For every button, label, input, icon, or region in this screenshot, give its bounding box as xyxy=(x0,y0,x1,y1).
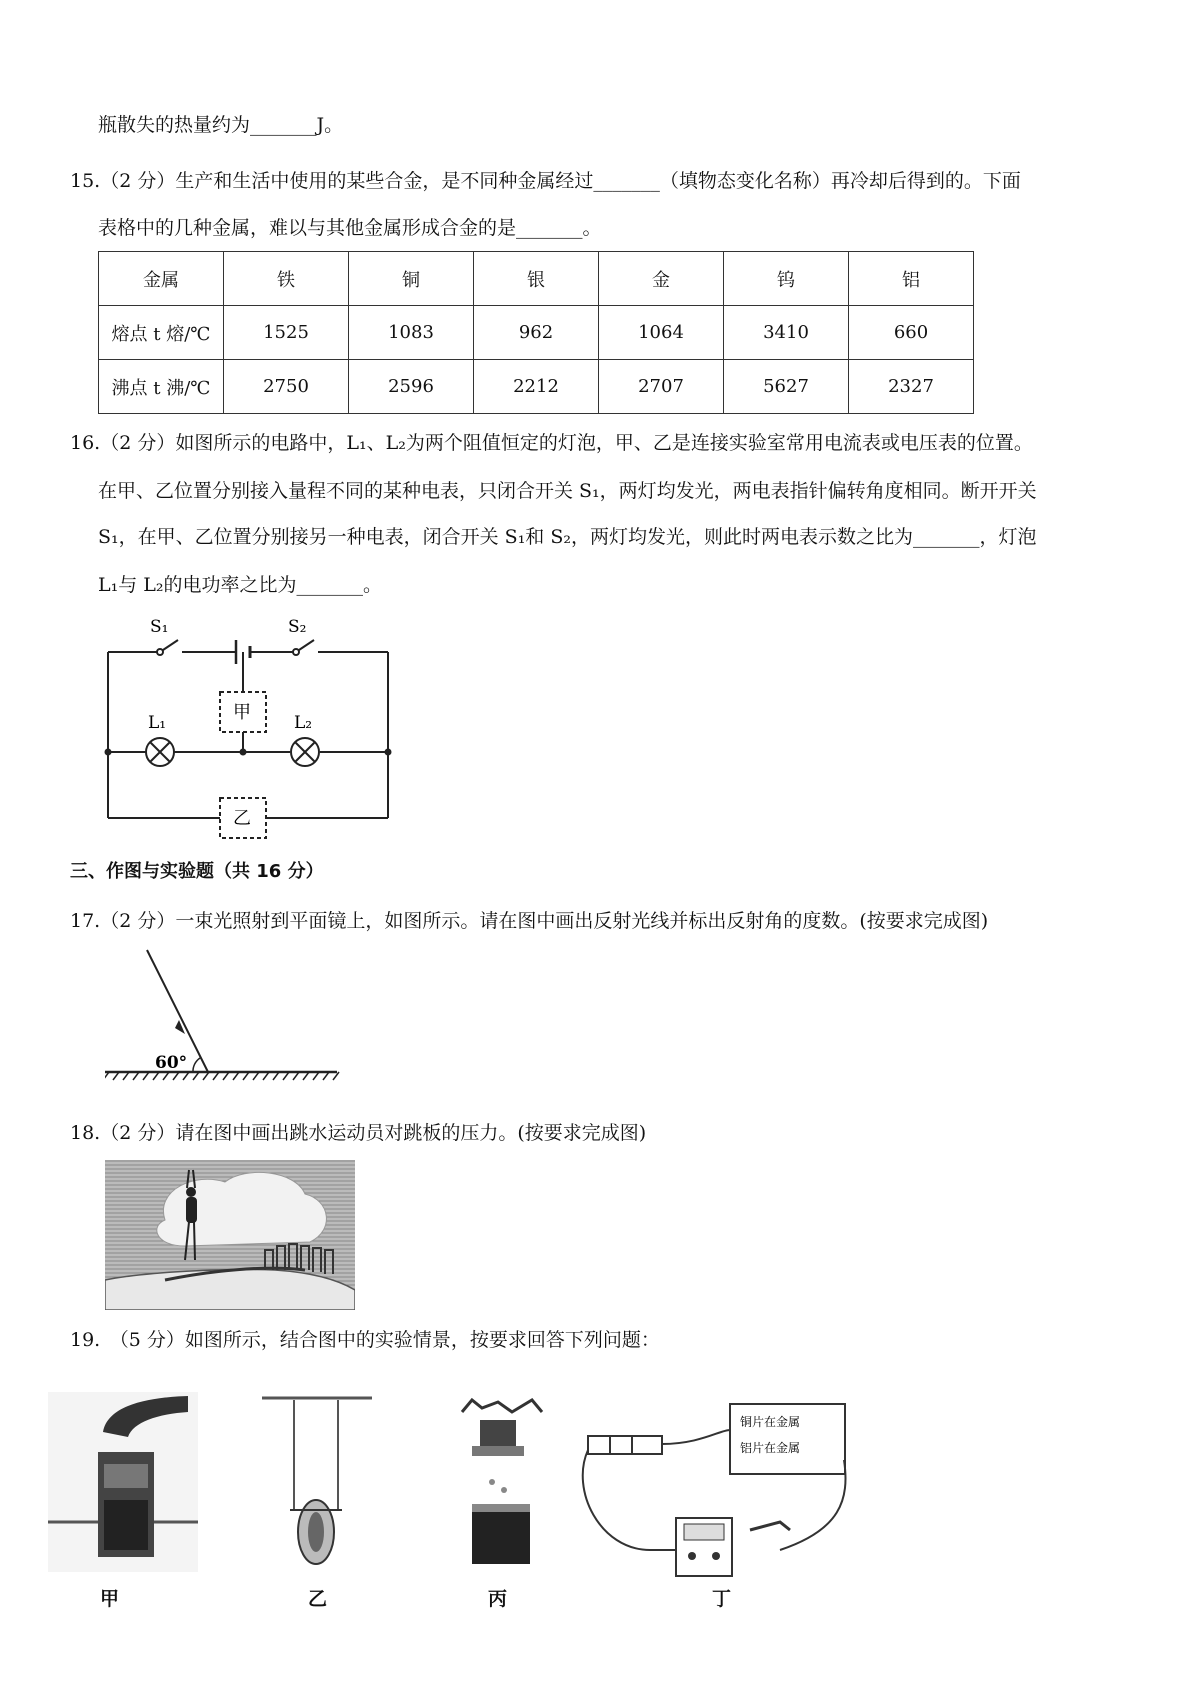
experiment-label-jia: 甲 xyxy=(100,1588,120,1610)
table-row xyxy=(99,306,974,360)
metals-table xyxy=(98,251,974,414)
q19-text: 19. （5 分）如图所示，结合图中的实验情景，按要求回答下列问题： xyxy=(70,1329,660,1351)
q15-line-2: 表格中的几种金属，难以与其他金属形成合金的是_______。 xyxy=(98,217,602,239)
table-cell: 金 xyxy=(599,252,724,306)
table-cell: 2750 xyxy=(224,360,349,414)
q17-text: 17.（2 分）一束光照射到平面镜上，如图所示。请在图中画出反射光线并标出反射角的度数。(按要求完成图) xyxy=(70,910,989,932)
experiment-label-yi: 乙 xyxy=(308,1588,328,1610)
table-cell: 2707 xyxy=(599,360,724,414)
table-cell: 2212 xyxy=(474,360,599,414)
q16-line-3: S₁，在甲、乙位置分别接另一种电表，闭合开关 S₁和 S₂，两灯均发光，则此时两电表示数之比为_______，灯泡 xyxy=(98,526,1037,548)
experiment-yi-picture xyxy=(262,1392,372,1572)
table-cell: 熔点 t 熔/℃ xyxy=(99,306,224,360)
table-row xyxy=(99,360,974,414)
section-3-title: 三、作图与实验题（共 16 分） xyxy=(70,861,324,882)
q16-line-4: L₁与 L₂的电功率之比为_______。 xyxy=(98,574,383,596)
q15-line-1: 15.（2 分）生产和生活中使用的某些合金，是不同种金属经过_______（填物态变化名称）再冷却后得到的。下面 xyxy=(70,170,1021,192)
table-cell: 铝 xyxy=(849,252,974,306)
table-cell: 1525 xyxy=(224,306,349,360)
ding-panel-text-2: 铝片在金属 xyxy=(740,1441,801,1455)
q16-line-1: 16.（2 分）如图所示的电路中，L₁、L₂为两个阻值恒定的灯泡，甲、乙是连接实验室常用电流表或电压表的位置。 xyxy=(70,432,1033,454)
circuit-diagram xyxy=(98,610,398,840)
table-cell: 5627 xyxy=(724,360,849,414)
experiment-jia-picture xyxy=(48,1392,198,1572)
table-cell: 1064 xyxy=(599,306,724,360)
table-cell: 660 xyxy=(849,306,974,360)
s2-label: S₂ xyxy=(288,617,307,637)
table-cell: 铁 xyxy=(224,252,349,306)
s1-label: S₁ xyxy=(150,617,169,637)
jia-label: 甲 xyxy=(233,702,251,723)
experiment-bing-picture xyxy=(452,1392,562,1572)
q14-tail: 瓶散失的热量约为_______J。 xyxy=(98,114,344,136)
table-cell: 3410 xyxy=(724,306,849,360)
table-cell: 2596 xyxy=(349,360,474,414)
q16-line-2: 在甲、乙位置分别接入量程不同的某种电表，只闭合开关 S₁，两灯均发光，两电表指针偏转角度相同。断开开关 xyxy=(98,480,1037,502)
angle-label: 60° xyxy=(155,1053,188,1073)
table-cell: 钨 xyxy=(724,252,849,306)
table-cell: 沸点 t 沸/℃ xyxy=(99,360,224,414)
table-cell: 银 xyxy=(474,252,599,306)
experiment-label-ding: 丁 xyxy=(712,1588,732,1610)
table-cell: 2327 xyxy=(849,360,974,414)
yi-label: 乙 xyxy=(233,808,251,829)
table-cell: 铜 xyxy=(349,252,474,306)
table-cell: 金属 xyxy=(99,252,224,306)
mirror-diagram xyxy=(105,948,345,1098)
ding-panel-text-1: 铜片在金属 xyxy=(740,1415,801,1429)
table-header-row xyxy=(99,252,974,306)
l2-label: L₂ xyxy=(294,713,313,733)
q18-text: 18.（2 分）请在图中画出跳水运动员对跳板的压力。(按要求完成图) xyxy=(70,1122,647,1144)
diver-picture xyxy=(105,1160,355,1310)
table-cell: 962 xyxy=(474,306,599,360)
table-cell: 1083 xyxy=(349,306,474,360)
experiment-ding-picture xyxy=(580,1400,850,1580)
experiment-label-bing: 丙 xyxy=(488,1588,508,1610)
l1-label: L₁ xyxy=(148,713,167,733)
